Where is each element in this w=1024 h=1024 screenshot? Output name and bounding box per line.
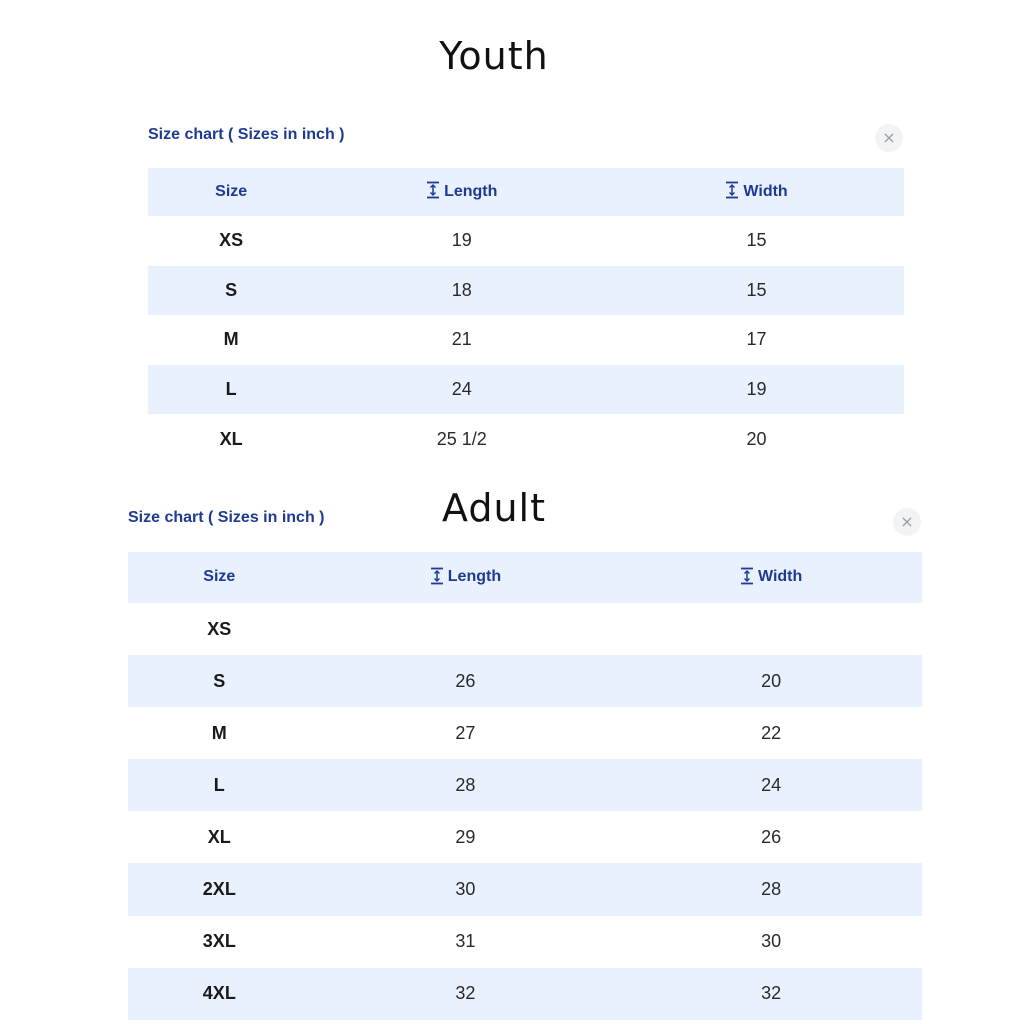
length-cell: 18 [451,279,472,300]
length-cell: 32 [455,983,476,1004]
table-row [128,707,922,759]
length-cell: 19 [451,230,472,251]
width-cell: 19 [746,379,767,400]
youth-size-chart-panel [148,126,904,466]
size-cell: 3XL [202,931,236,952]
size-cell: XL [207,826,231,847]
column-header-size: Size [215,182,248,200]
adult-size-table [128,552,922,1020]
width-cell: 15 [746,230,767,251]
width-cell: 20 [746,428,767,449]
size-cell: XS [219,230,244,251]
width-cell: 15 [746,279,767,300]
size-chart-heading: Size chart ( Sizes in inch ) [128,509,325,526]
size-cell: S [225,279,238,300]
adult-section-title: Adult [442,486,546,530]
table-row [128,655,922,707]
length-cell: 31 [455,931,476,952]
size-chart-heading: Size chart ( Sizes in inch ) [148,126,345,143]
column-header-length: Length [314,168,609,216]
size-cell: 4XL [202,983,236,1004]
table-row [128,916,922,968]
width-cell: 17 [746,329,767,350]
table-row [128,811,922,863]
adult-size-chart-panel [128,509,922,1024]
table-header-row [148,168,904,216]
size-cell: XL [219,428,243,449]
width-cell: 24 [761,774,782,795]
size-cell: L [213,774,225,795]
width-cell: 32 [761,983,782,1004]
size-cell: M [223,329,239,350]
length-cell: 21 [451,329,472,350]
column-header-width: Width [609,168,904,216]
vertical-measure-icon [740,567,754,585]
close-icon[interactable]: × [893,508,921,536]
width-cell: 26 [761,826,782,847]
vertical-measure-icon [426,181,440,199]
size-cell: L [225,379,237,400]
vertical-measure-icon [430,567,444,585]
length-cell: 28 [455,774,476,795]
size-cell: S [213,670,226,691]
column-header-width: Width [620,552,922,603]
size-cell: 2XL [202,879,236,900]
length-cell: 24 [451,379,472,400]
size-cell: M [211,722,227,743]
length-cell: 30 [455,879,476,900]
youth-section-title: Youth [439,34,549,78]
table-header-row [128,552,922,603]
table-row [148,315,904,365]
column-header-length: Length [311,552,621,603]
vertical-measure-icon [725,181,739,199]
table-row [148,365,904,415]
table-row [128,863,922,915]
table-row [128,603,922,655]
width-cell: 28 [761,879,782,900]
width-cell: 30 [761,931,782,952]
table-row [148,216,904,266]
length-cell: 26 [455,670,476,691]
length-cell [311,603,621,655]
table-row [148,266,904,316]
close-icon[interactable]: × [875,124,903,152]
table-row [128,968,922,1020]
width-cell: 20 [761,670,782,691]
width-cell [620,603,922,655]
size-cell: XS [207,618,232,639]
table-row [148,414,904,464]
width-cell: 22 [761,722,782,743]
youth-size-table [148,168,904,464]
table-row [128,759,922,811]
length-cell: 29 [455,826,476,847]
length-cell: 27 [455,722,476,743]
length-cell: 25 1/2 [436,428,487,449]
column-header-size: Size [203,568,236,586]
